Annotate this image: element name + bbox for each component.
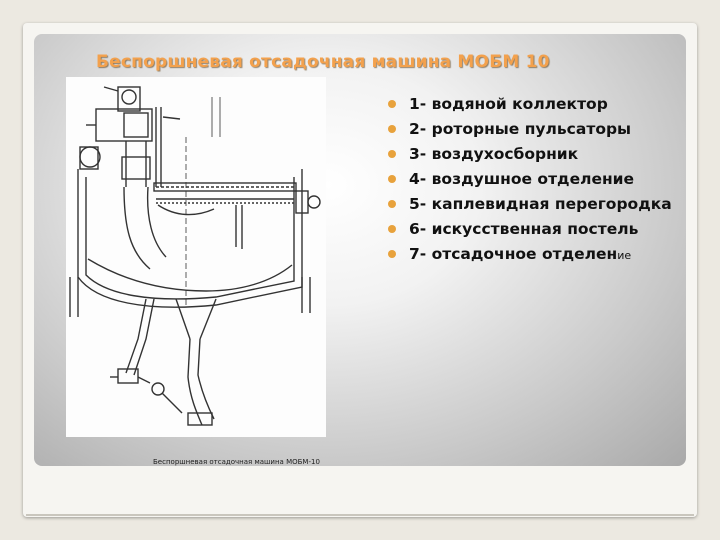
bullet-icon [388, 150, 396, 158]
machine-diagram [66, 77, 326, 437]
list-item: 6- искусственная постель [386, 217, 686, 242]
bullet-icon [388, 200, 396, 208]
list-item: 3- воздухосборник [386, 142, 686, 167]
bullet-icon [388, 125, 396, 133]
figure-caption: Беспоршневая отсадочная машина МОБМ-10 [153, 458, 320, 466]
frame-bottom-edge [26, 514, 694, 516]
bullet-icon [388, 175, 396, 183]
list-item: 7- отсадочное отделение [386, 242, 686, 268]
bullet-icon [388, 250, 396, 258]
list-item: 1- водяной коллектор [386, 92, 686, 117]
slide-title: Беспоршневая отсадочная машина МОБМ 10 [96, 52, 550, 72]
bullet-icon [388, 100, 396, 108]
list-item: 5- каплевидная перегородка [386, 192, 686, 217]
list-item: 4- воздушное отделение [386, 167, 686, 192]
list-item: 2- роторные пульсаторы [386, 117, 686, 142]
component-list [386, 92, 686, 268]
bullet-icon [388, 225, 396, 233]
